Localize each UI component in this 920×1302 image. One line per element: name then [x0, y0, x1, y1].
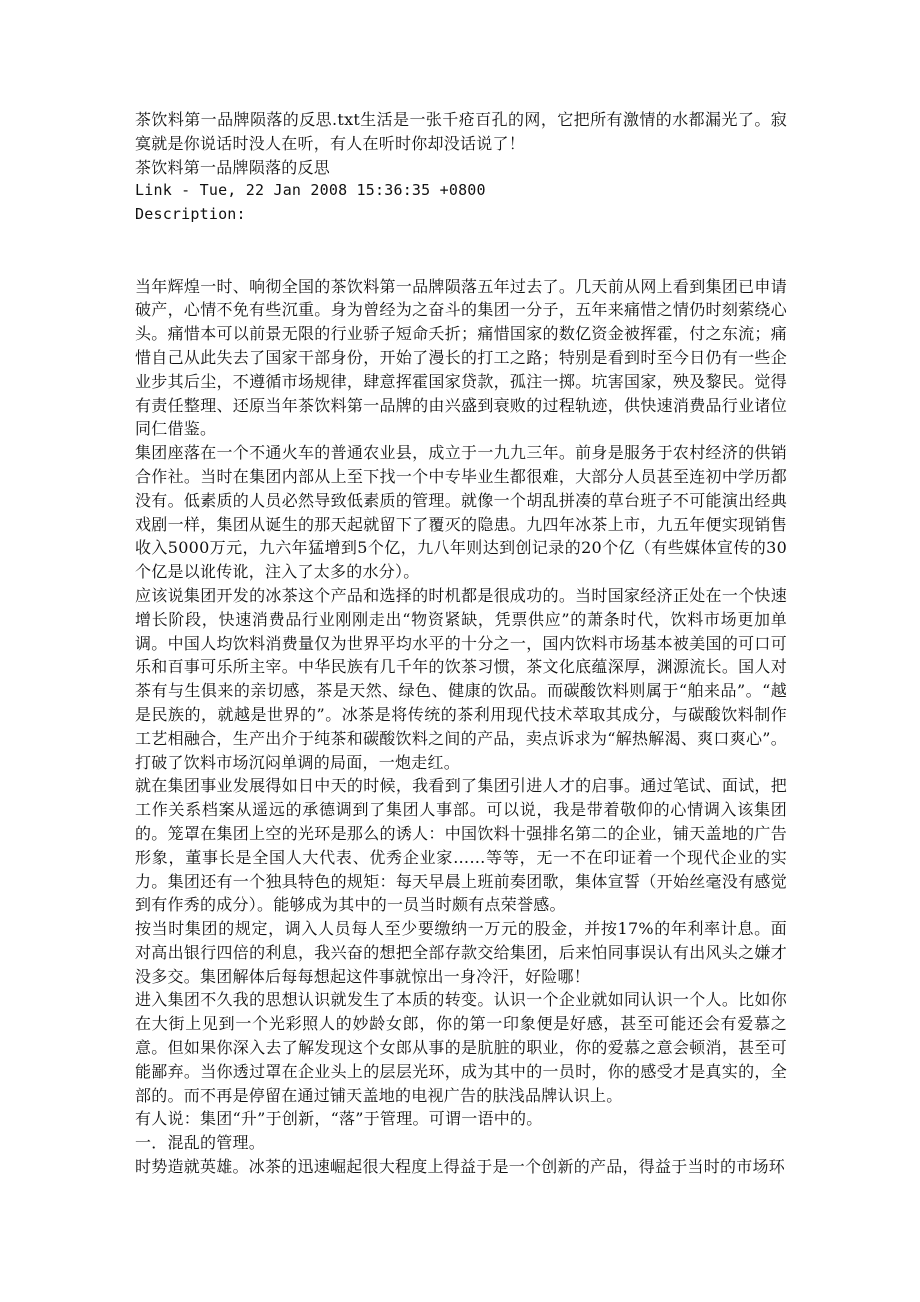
- blank-line: [135, 227, 787, 251]
- section-heading: 一．混乱的管理。: [135, 1133, 266, 1153]
- article-title: 茶饮料第一品牌陨落的反思: [135, 157, 331, 177]
- link-line: Link - Tue, 22 Jan 2008 15:36:35 +0800: [135, 181, 486, 200]
- paragraph-intro: 当年辉煌一时、响彻全国的茶饮料第一品牌陨落五年过去了。几天前从网上看到集团已申请破产，心情不免有些沉重。身为曾经为之奋斗的集团一分子，五年来痛惜之情仍时刻萦绕心头。痛惜本可以前景无限的行业骄子短命夭折；痛惜国家的数亿资金被挥霍，付之东流；痛惜自己从此失去了国家干部身份，开始了漫长的打工之路；特别是看到时至今日仍有一些企业步其后尘，不遵循市场规律，肆意挥霍国家贷款，孤注一掷。坑害国家，殃及黎民。觉得有责任整理、还原当年茶饮料第一品牌的由兴盛到衰败的过程轨迹，供快速消费品行业诸位同仁借鉴。: [135, 276, 787, 439]
- intro-text: 茶饮料第一品牌陨落的反思.txt生活是一张千疮百孔的网，它把所有激情的水都漏光了。寂寞就是你说话时没人在听，有人在听时你却没话说了！: [135, 110, 787, 153]
- paragraph-product: 应该说集团开发的冰茶这个产品和选择的时机都是很成功的。当时国家经济正处在一个快速增长阶段，快速消费品行业刚刚走出“物资紧缺，凭票供应”的萧条时代，饮料市场更加单调。中国人均饮料消费量仅为世界平均水平的十分之一，国内饮料市场基本被美国的可口可乐和百事可乐所主宰。中华民族有几千年的饮茶习惯，茶文化底蕴深厚，渊源流长。国人对茶有与生俱来的亲切感，茶是天然、绿色、健康的饮品。而碳酸饮料则属于“舶来品”。“越是民族的，就越是世界的”。冰茶是将传统的茶利用现代技术萃取其成分，与碳酸饮料制作工艺相融合，生产出介于纯茶和碳酸饮料之间的产品，卖点诉求为“解热解渴、爽口爽心”。打破了饮料市场沉闷单调的局面，一炮走红。: [135, 585, 787, 772]
- description-label: Description:: [135, 205, 246, 224]
- blank-line: [135, 251, 787, 275]
- paragraph-understanding: 进入集团不久我的思想认识就发生了本质的转变。认识一个企业就如同认识一个人。比如你在大街上见到一个光彩照人的妙龄女郎，你的第一印象便是好感，甚至可能还会有爱慕之意。但如果你深入去了解发现这个女郎从事的是肮脏的职业，你的爱慕之意会顿消，甚至可能鄙弃。当你透过罩在企业头上的层层光环，成为其中的一员时，你的感受才是真实的，全部的。而不再是停留在通过铺天盖地的电视广告的肤浅品牌认识上。: [135, 990, 787, 1105]
- document-page: [135, 108, 787, 1179]
- paragraph-truncated: 时势造就英雄。冰茶的迅速崛起很大程度上得益于是一个创新的产品，得益于当时的市场环: [135, 1157, 786, 1177]
- paragraph-shares: 按当时集团的规定，调入人员每人至少要缴纳一万元的股金，并按17%的年利率计息。面对高出银行四倍的利息，我兴奋的想把全部存款交给集团，后来怕同事误认有出风头之嫌才没多交。集团解体后每每想起这件事就惊出一身冷汗，好险哪！: [135, 919, 787, 986]
- paragraph-history: 集团座落在一个不通火车的普通农业县，成立于一九九三年。前身是服务于农村经济的供销合作社。当时在集团内部从上至下找一个中专毕业生都很难，大部分人员甚至连初中学历都没有。低素质的人员必然导致低素质的管理。就像一个胡乱拼凑的草台班子不可能演出经典戏剧一样，集团从诞生的那天起就留下了覆灭的隐患。九四年冰茶上市，九五年便实现销售收入5000万元，九六年猛增到5个亿，九八年则达到创记录的20个亿（有些媒体宣传的30个亿是以讹传讹，注入了太多的水分）。: [135, 443, 787, 582]
- paragraph-joining: 就在集团事业发展得如日中天的时候，我看到了集团引进人才的启事。通过笔试、面试，把工作关系档案从遥远的承德调到了集团人事部。可以说，我是带着敬仰的心情调入该集团的。笼罩在集团上空的光环是那么的诱人：中国饮料十强排名第二的企业，铺天盖地的广告形象，董事长是全国人大代表、优秀企业家……等等，无一不在印证着一个现代企业的实力。集团还有一个独具特色的规矩：每天早晨上班前奏团歌，集体宣誓（开始丝毫没有感觉到有作秀的成分）。能够成为其中的一员当时颇有点荣誉感。: [135, 776, 787, 915]
- paragraph-summary: 有人说：集团“升”于创新，“落”于管理。可谓一语中的。: [135, 1109, 543, 1129]
